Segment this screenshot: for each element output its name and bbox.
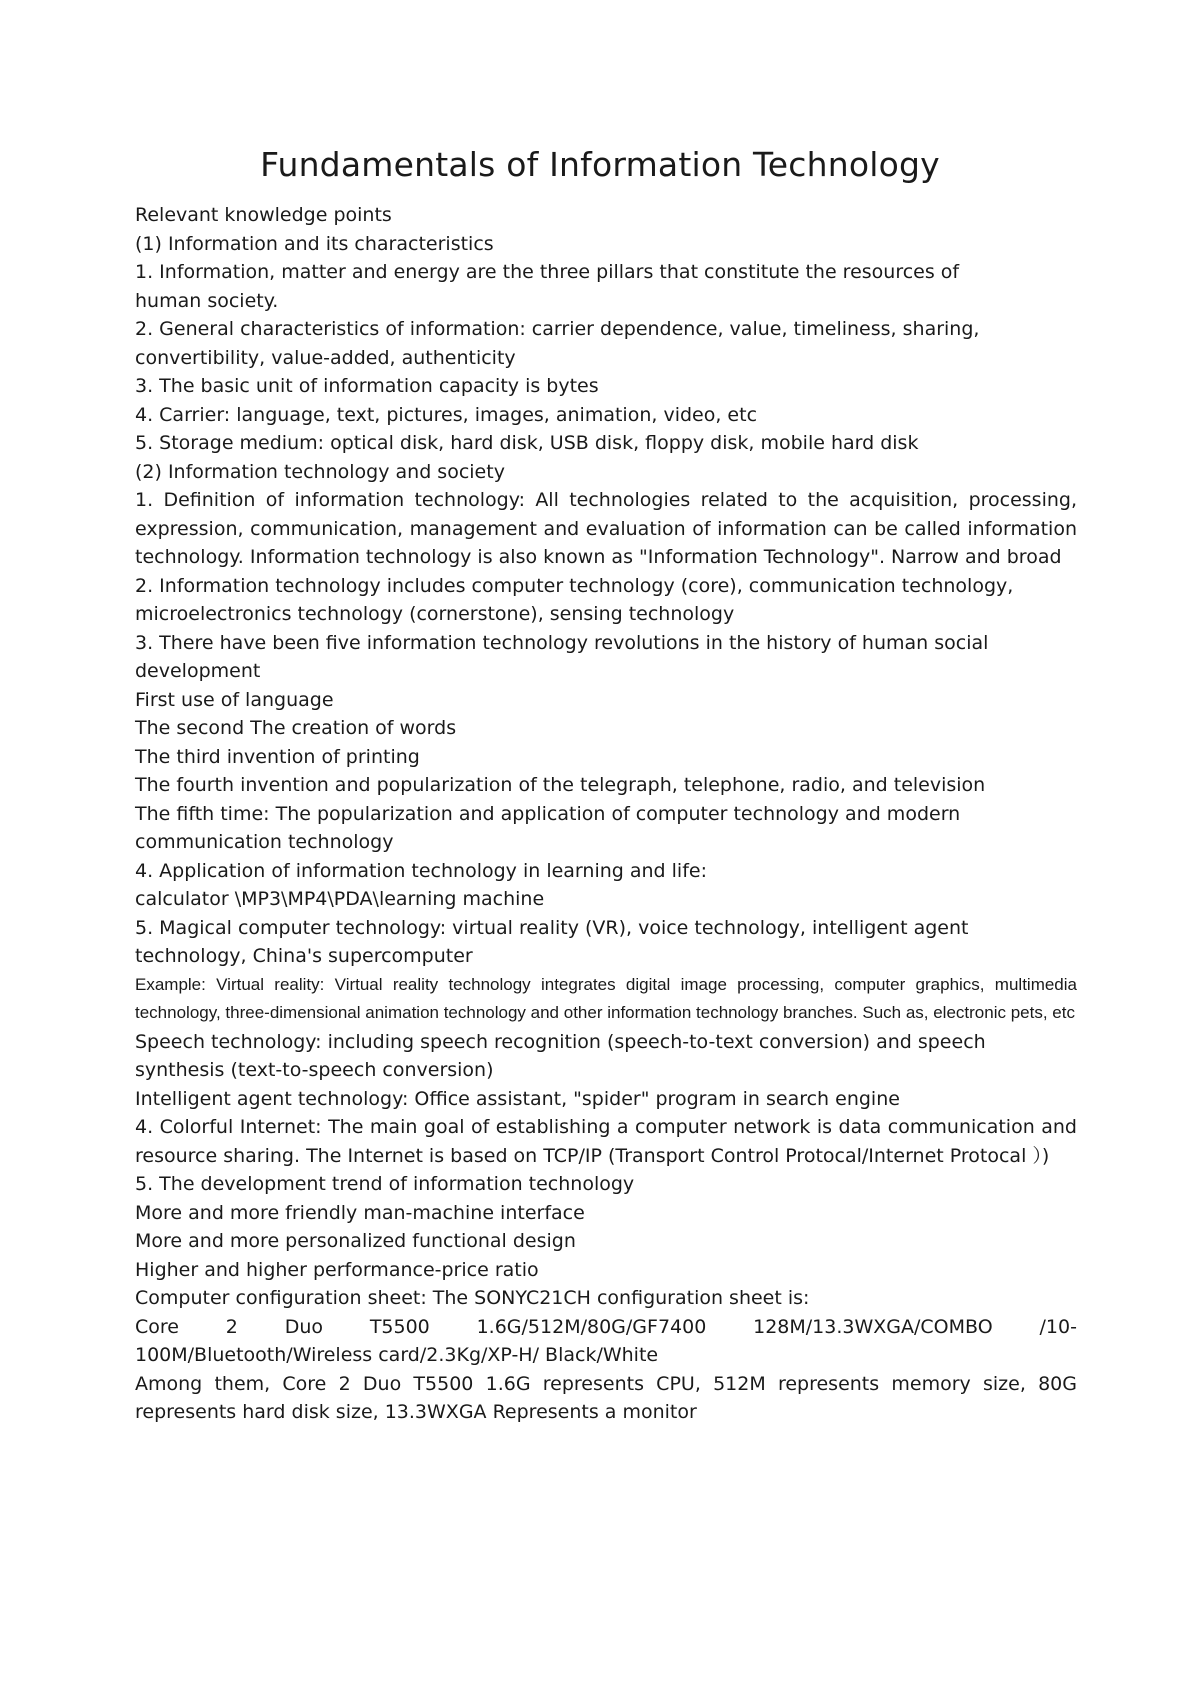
text-line: calculator \MP3\MP4\PDA\learning machine [135,888,545,910]
text-line: More and more friendly man-machine interface [135,1201,585,1224]
text-line: 5. The development trend of information technology [135,1173,635,1195]
text-line: microelectronics technology (cornerstone), sensing technology [135,603,735,625]
text-line: 1. Information, matter and energy are the three pillars that constitute the resources of [135,261,960,283]
text-line: (1) Information and its characteristics [135,232,494,255]
text-line: Speech technology: including speech recognition (speech-to-text conversion) and speech [135,1030,986,1053]
config-token: /10- [1039,1315,1077,1338]
text-line: development [135,660,261,682]
document-body [135,201,1077,1427]
text-line: 3. There have been five information technology revolutions in the history of human social [135,631,989,654]
text-line: Higher and higher performance-price ratio [135,1258,539,1281]
text-line: 4. Application of information technology in learning and life: [135,859,707,882]
config-token: Duo [284,1315,323,1338]
text-line: Computer configuration sheet: The SONYC21CH configuration sheet is: [135,1287,810,1309]
text-line: 100M/Bluetooth/Wireless card/2.3Kg/XP-H/ Black/White [135,1344,659,1366]
paragraph-example: Example: Virtual reality: Virtual reality technology integrates digital image processing, computer graphics, multimedia technology, three-dimensional animation technology and other information technology branches. Such as, electronic pets, etc [135,974,1077,1022]
text-line: Intelligent agent technology: Office assistant, "spider" program in search engine [135,1087,900,1110]
text-line: The second The creation of words [135,717,457,739]
config-token: Core [135,1315,179,1338]
text-line: 5. Storage medium: optical disk, hard disk, USB disk, floppy disk, mobile hard disk [135,432,919,454]
paragraph-definition: 1. Definition of information technology: All technologies related to the acquisition, processing, expression, communication, management and evaluation of information can be called information technology. Information technology is also known as "Information Technology". Narrow and broad [135,489,1077,568]
text-line: The third invention of printing [135,745,420,768]
text-line: (2) Information technology and society [135,460,505,483]
text-line: human society. [135,289,279,312]
text-line: The fifth time: The popularization and application of computer technology and modern [135,802,961,825]
config-token: 2 [225,1315,238,1338]
text-line: 4. Carrier: language, text, pictures, images, animation, video, etc [135,403,758,426]
text-line: 2. General characteristics of information: carrier dependence, value, timeliness, sharing, [135,318,980,340]
text-line: 2. Information technology includes computer technology (core), communication technology, [135,574,1014,597]
text-line: 3. The basic unit of information capacity is bytes [135,375,599,397]
config-token: 1.6G/512M/80G/GF7400 [476,1315,707,1338]
config-token: 128M/13.3WXGA/COMBO [753,1315,993,1338]
text-line: convertibility, value-added, authenticity [135,346,516,369]
config-row [135,1313,1077,1342]
paragraph-internet: 4. Colorful Internet: The main goal of establishing a computer network is data communication and resource sharing. The Internet is based on TCP/IP (Transport Control Protocal/Internet Protocal ）) [135,1116,1077,1167]
paragraph-among: Among them, Core 2 Duo T5500 1.6G represents CPU, 512M represents memory size, 80G represents hard disk size, 13.3WXGA Represents a monitor [135,1372,1077,1423]
text-line: Relevant knowledge points [135,204,392,226]
config-token: T5500 [369,1315,430,1338]
text-line: synthesis (text-to-speech conversion) [135,1059,494,1081]
text-line: The fourth invention and popularization of the telegraph, telephone, radio, and television [135,774,986,796]
page-title: Fundamentals of Information Technology [260,145,940,184]
text-line: communication technology [135,831,394,853]
text-line: First use of language [135,688,334,711]
text-line: technology, China's supercomputer [135,945,473,967]
text-line: 5. Magical computer technology: virtual reality (VR), voice technology, intelligent agent [135,916,969,939]
text-line: More and more personalized functional design [135,1230,576,1252]
